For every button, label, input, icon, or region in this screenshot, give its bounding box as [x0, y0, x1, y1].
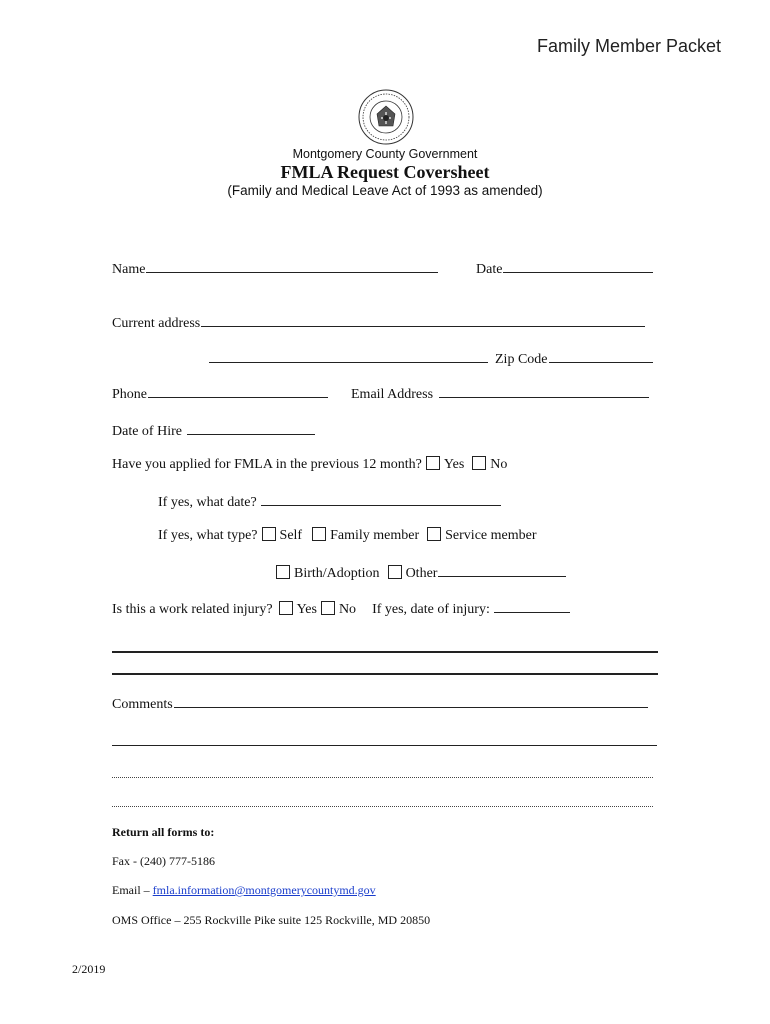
if-yes-date-label: If yes, what date? [158, 495, 257, 510]
type-self-checkbox[interactable] [262, 527, 276, 541]
name-label: Name [112, 262, 146, 277]
if-yes-type-row [158, 527, 537, 545]
email-row [351, 384, 649, 404]
county-seal-icon [357, 88, 415, 146]
fmla-yes-checkbox[interactable] [426, 456, 440, 470]
type-other-field[interactable] [438, 563, 566, 577]
page-subtitle: (Family and Medical Leave Act of 1993 as amended) [227, 183, 543, 198]
type-self-label: Self [279, 528, 303, 543]
comments-line-2[interactable] [112, 777, 653, 778]
return-heading: Return all forms to: [112, 825, 215, 839]
injury-no-label: No [338, 602, 357, 617]
hire-label: Date of Hire [112, 424, 182, 439]
if-yes-date-row [158, 492, 501, 512]
zip-field[interactable] [549, 349, 653, 363]
email-field[interactable] [439, 384, 649, 398]
return-email-prefix: Email – [112, 883, 153, 897]
injury-date-field[interactable] [494, 599, 570, 613]
type-service-label: Service member [445, 528, 537, 543]
injury-yes-checkbox[interactable] [279, 601, 293, 615]
fmla-question-row [112, 456, 507, 474]
address-row [112, 313, 645, 333]
type-service-checkbox[interactable] [427, 527, 441, 541]
comments-line-3[interactable] [112, 806, 653, 807]
name-row [112, 259, 438, 279]
comments-field[interactable] [174, 694, 648, 708]
type-other-label: Other [405, 566, 438, 581]
return-fax: Fax - (240) 777-5186 [112, 854, 215, 868]
phone-row [112, 384, 328, 404]
date-field[interactable] [503, 259, 653, 273]
fmla-question: Have you applied for FMLA in the previous 12 month? [112, 457, 422, 472]
type-birth-checkbox[interactable] [276, 565, 290, 579]
type-birth-label: Birth/Adoption [294, 566, 380, 581]
return-email-link[interactable]: fmla.information@montgomerycountymd.gov [152, 883, 376, 897]
zip-label: Zip Code [495, 352, 548, 367]
comments-line-1[interactable] [112, 745, 657, 746]
if-yes-type-label: If yes, what type? [158, 528, 258, 543]
if-yes-date-field[interactable] [261, 492, 501, 506]
fmla-yes-label: Yes [443, 457, 465, 472]
type-other-checkbox[interactable] [388, 565, 402, 579]
address-label: Current address [112, 316, 201, 331]
hire-row [112, 421, 315, 441]
page-title: FMLA Request Coversheet [280, 162, 490, 182]
email-label: Email Address [351, 387, 434, 402]
name-field[interactable] [146, 259, 438, 273]
section-divider-bottom [112, 673, 658, 675]
fmla-no-label: No [490, 457, 508, 472]
injury-yes-label: Yes [296, 602, 317, 617]
phone-label: Phone [112, 387, 147, 402]
phone-field[interactable] [148, 384, 328, 398]
packet-label: Family Member Packet [536, 36, 721, 56]
section-divider-top [112, 651, 658, 653]
injury-no-checkbox[interactable] [321, 601, 335, 615]
address-line2-field[interactable] [209, 349, 488, 363]
type-family-label: Family member [330, 528, 420, 543]
comments-row [112, 694, 648, 714]
footer-date: 2/2019 [72, 962, 106, 976]
address-line2-row [208, 349, 653, 369]
organization-name: Montgomery County Government [292, 147, 478, 161]
date-row [476, 259, 653, 279]
type-family-checkbox[interactable] [312, 527, 326, 541]
injury-row [112, 599, 570, 619]
comments-label: Comments [112, 697, 173, 712]
fmla-no-checkbox[interactable] [472, 456, 486, 470]
return-email-row [112, 883, 376, 898]
return-office: OMS Office – 255 Rockville Pike suite 125 Rockville, MD 20850 [112, 913, 431, 927]
injury-date-label: If yes, date of injury: [372, 602, 490, 617]
hire-field[interactable] [187, 421, 315, 435]
date-label: Date [476, 262, 503, 277]
address-field[interactable] [201, 313, 645, 327]
type-row-2 [272, 563, 566, 583]
injury-question: Is this a work related injury? [112, 602, 273, 617]
